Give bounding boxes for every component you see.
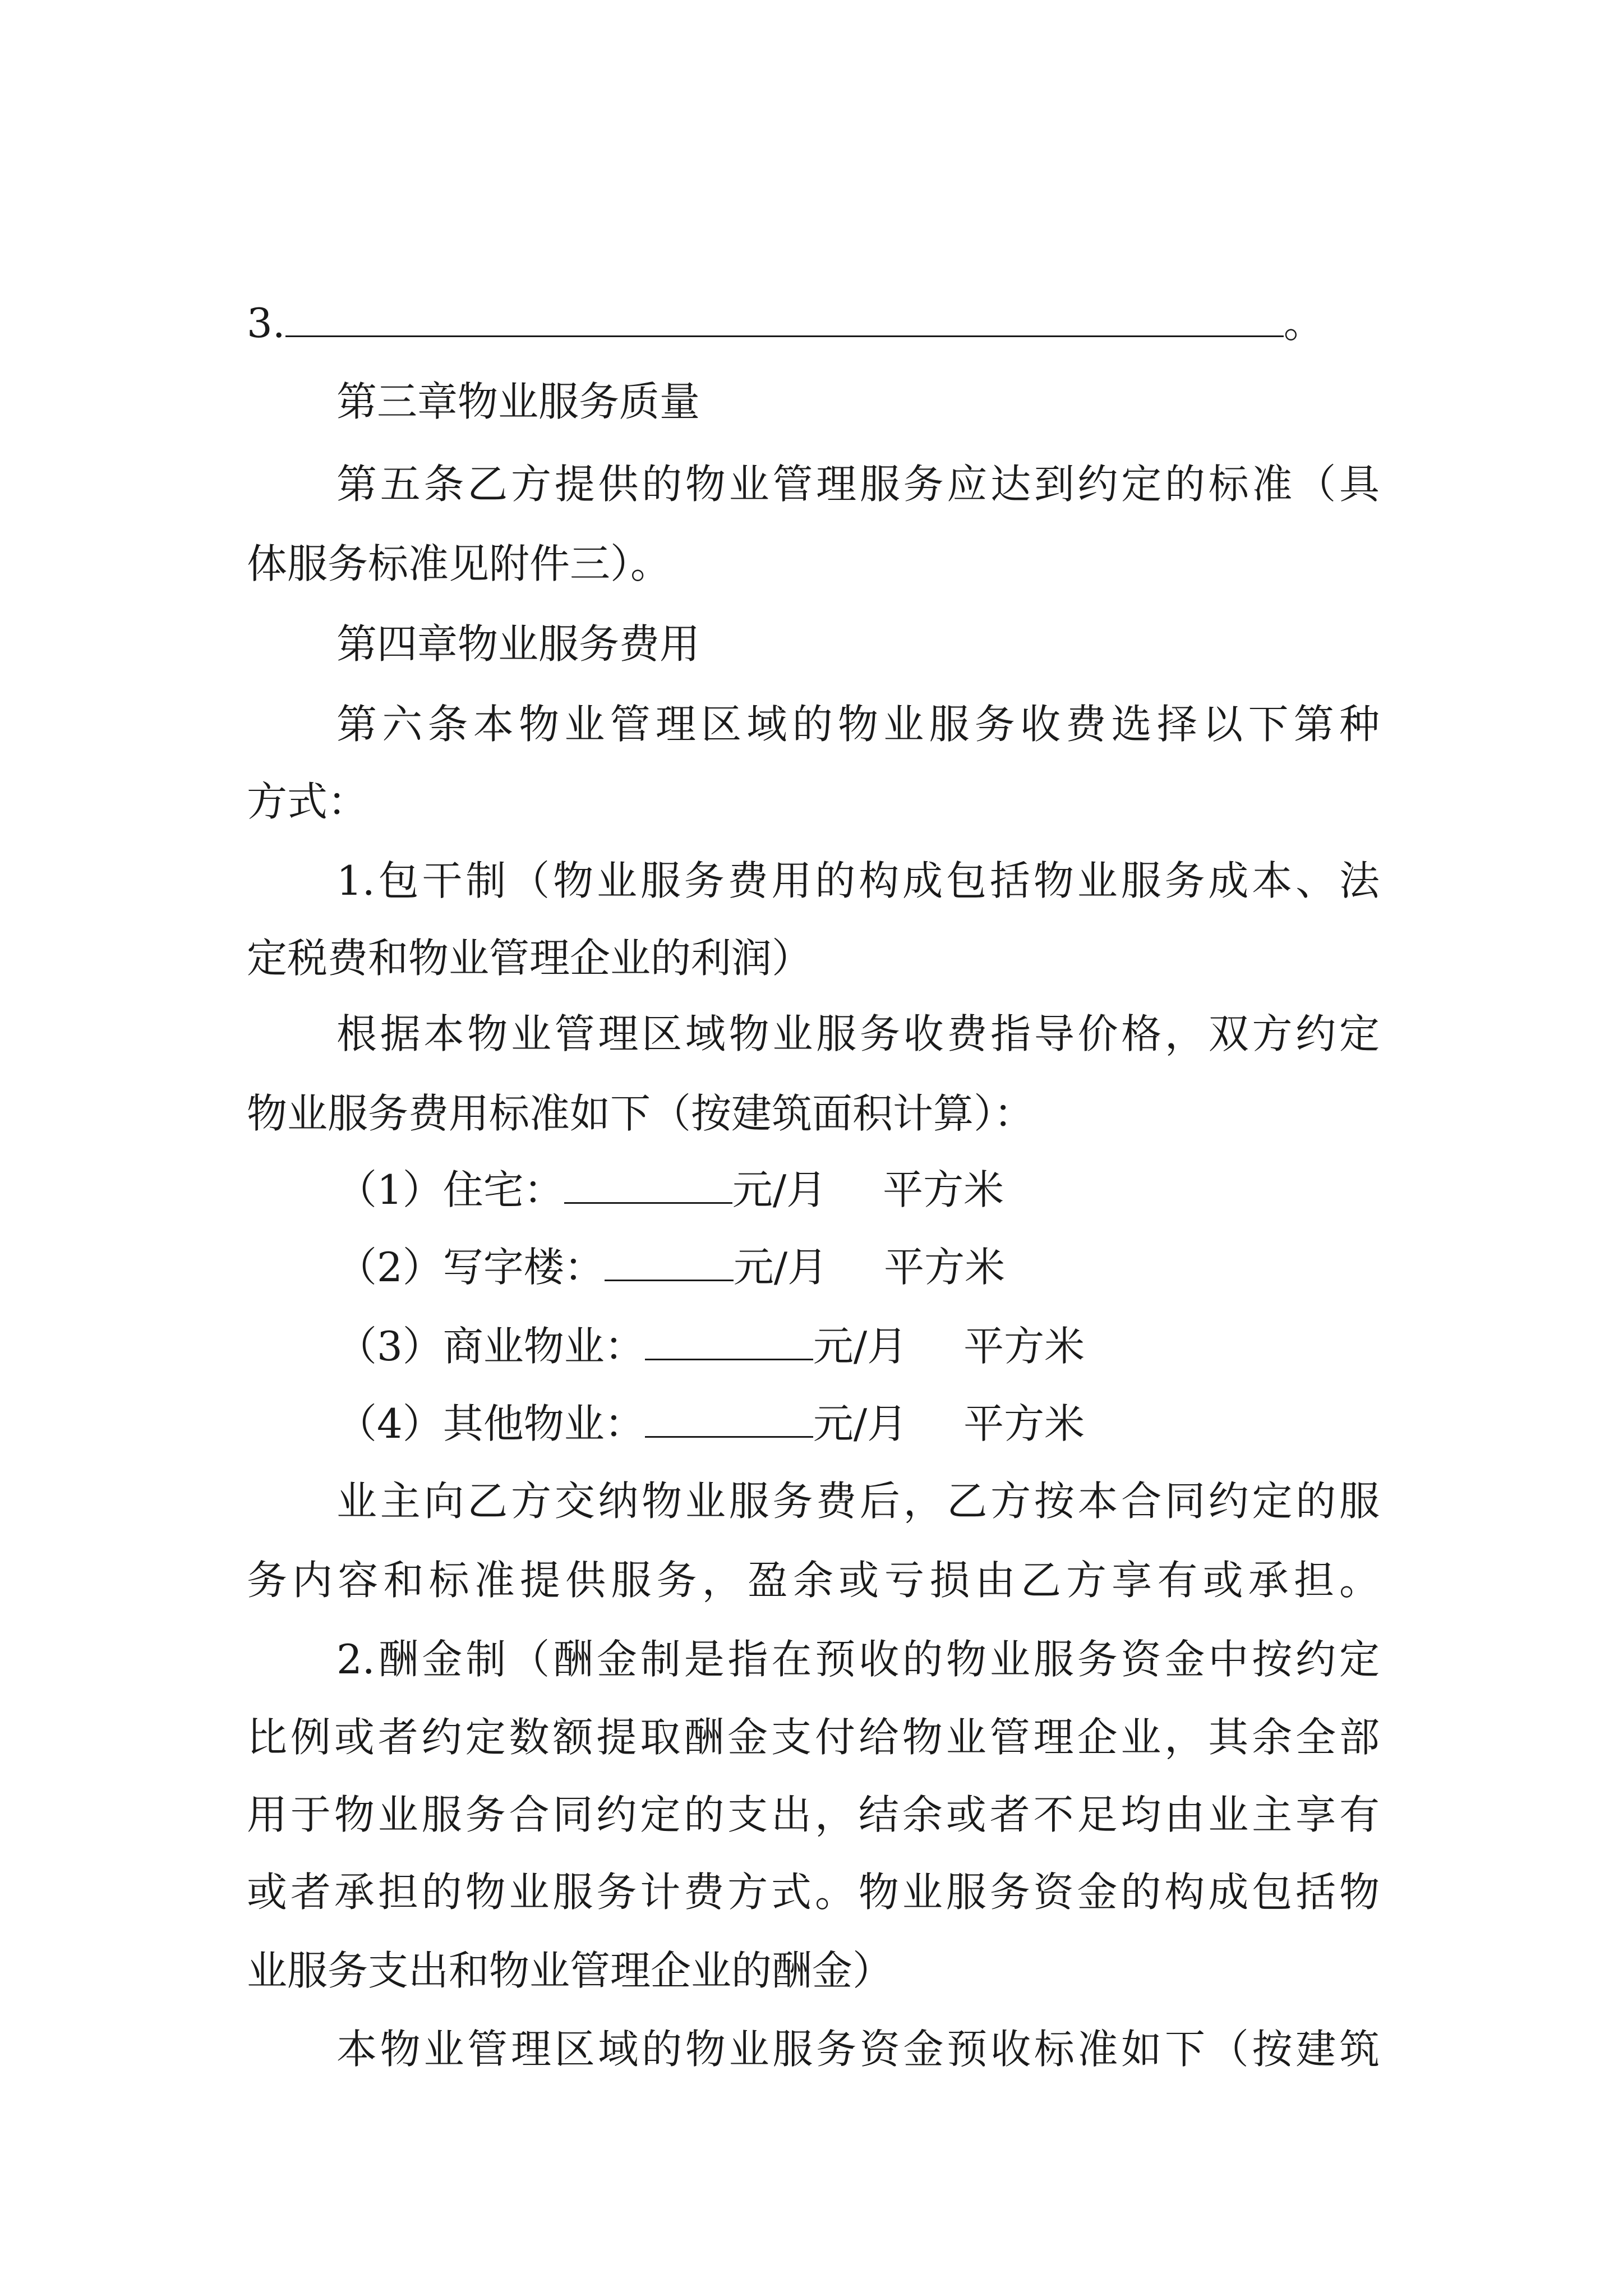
fee-blank[interactable] [605,1245,734,1281]
fee-label: （3）商业物业： [336,1323,645,1370]
fee-blank[interactable] [564,1167,732,1204]
owner-pay-line-1: 业主向乙方交纳物业服务费后，乙方按本合同约定的服 [336,1478,1380,1525]
fee-area: 平方米 [883,1166,1004,1213]
article-6-line-1: 第六条本物业管理区域的物业服务收费选择以下第种 [336,701,1380,748]
item-3-suffix: 。 [1283,300,1324,347]
chapter-4-title: 第四章物业服务费用 [336,620,700,668]
fee-unit: 元/月 [813,1323,908,1370]
fee-label: （1）住宅： [336,1166,564,1213]
fee-blank[interactable] [645,1324,813,1360]
owner-pay-line-2: 务内容和标准提供服务，盈余或亏损由乙方享有或承担。 [247,1557,1380,1604]
option-1-line-1: 1.包干制（物业服务费用的构成包括物业服务成本、法 [336,857,1380,904]
fee-area: 平方米 [963,1323,1085,1370]
item-3-prefix: 3. [247,300,285,347]
fee-unit: 元/月 [813,1400,908,1447]
chapter-3-title: 第三章物业服务质量 [336,378,700,425]
prepay-line-1: 本物业管理区域的物业服务资金预收标准如下（按建筑 [336,2026,1380,2073]
fee-label: （2）写字楼： [336,1244,605,1291]
item-3-blank[interactable] [285,301,1284,337]
article-5-line-1: 第五条乙方提供的物业管理服务应达到约定的标准（具 [336,461,1380,508]
option-2-line-2: 比例或者约定数额提取酬金支付给物业管理企业，其余全部 [247,1714,1380,1761]
fee-unit: 元/月 [733,1244,828,1291]
fee-row-office [336,1226,1005,1308]
article-6-line-2: 方式： [247,778,368,825]
option-2-line-1: 2.酬金制（酬金制是指在预收的物业服务资金中按约定 [336,1636,1380,1683]
fee-area: 平方米 [963,1400,1085,1447]
option-2-line-3: 用于物业服务合同约定的支出，结余或者不足均由业主享有 [247,1791,1380,1838]
fee-blank[interactable] [645,1401,813,1438]
item-3-line [247,282,1324,364]
article-5-line-2: 体服务标准见附件三）。 [247,540,671,587]
option-2-line-5: 业服务支出和物业管理企业的酬金） [247,1947,893,1994]
fee-area: 平方米 [884,1244,1006,1291]
fee-row-residential [336,1149,1004,1231]
option-1-line-2: 定税费和物业管理企业的利润） [247,935,813,982]
fee-label: （4）其他物业： [336,1400,645,1447]
basis-line-1: 根据本物业管理区域物业服务收费指导价格，双方约定 [336,1010,1380,1057]
basis-line-2: 物业服务费用标准如下（按建筑面积计算）： [247,1090,1035,1137]
fee-unit: 元/月 [732,1166,827,1213]
option-2-line-4: 或者承担的物业服务计费方式。物业服务资金的构成包括物 [247,1869,1380,1916]
fee-row-commercial [336,1305,1085,1387]
fee-row-other [336,1383,1085,1465]
